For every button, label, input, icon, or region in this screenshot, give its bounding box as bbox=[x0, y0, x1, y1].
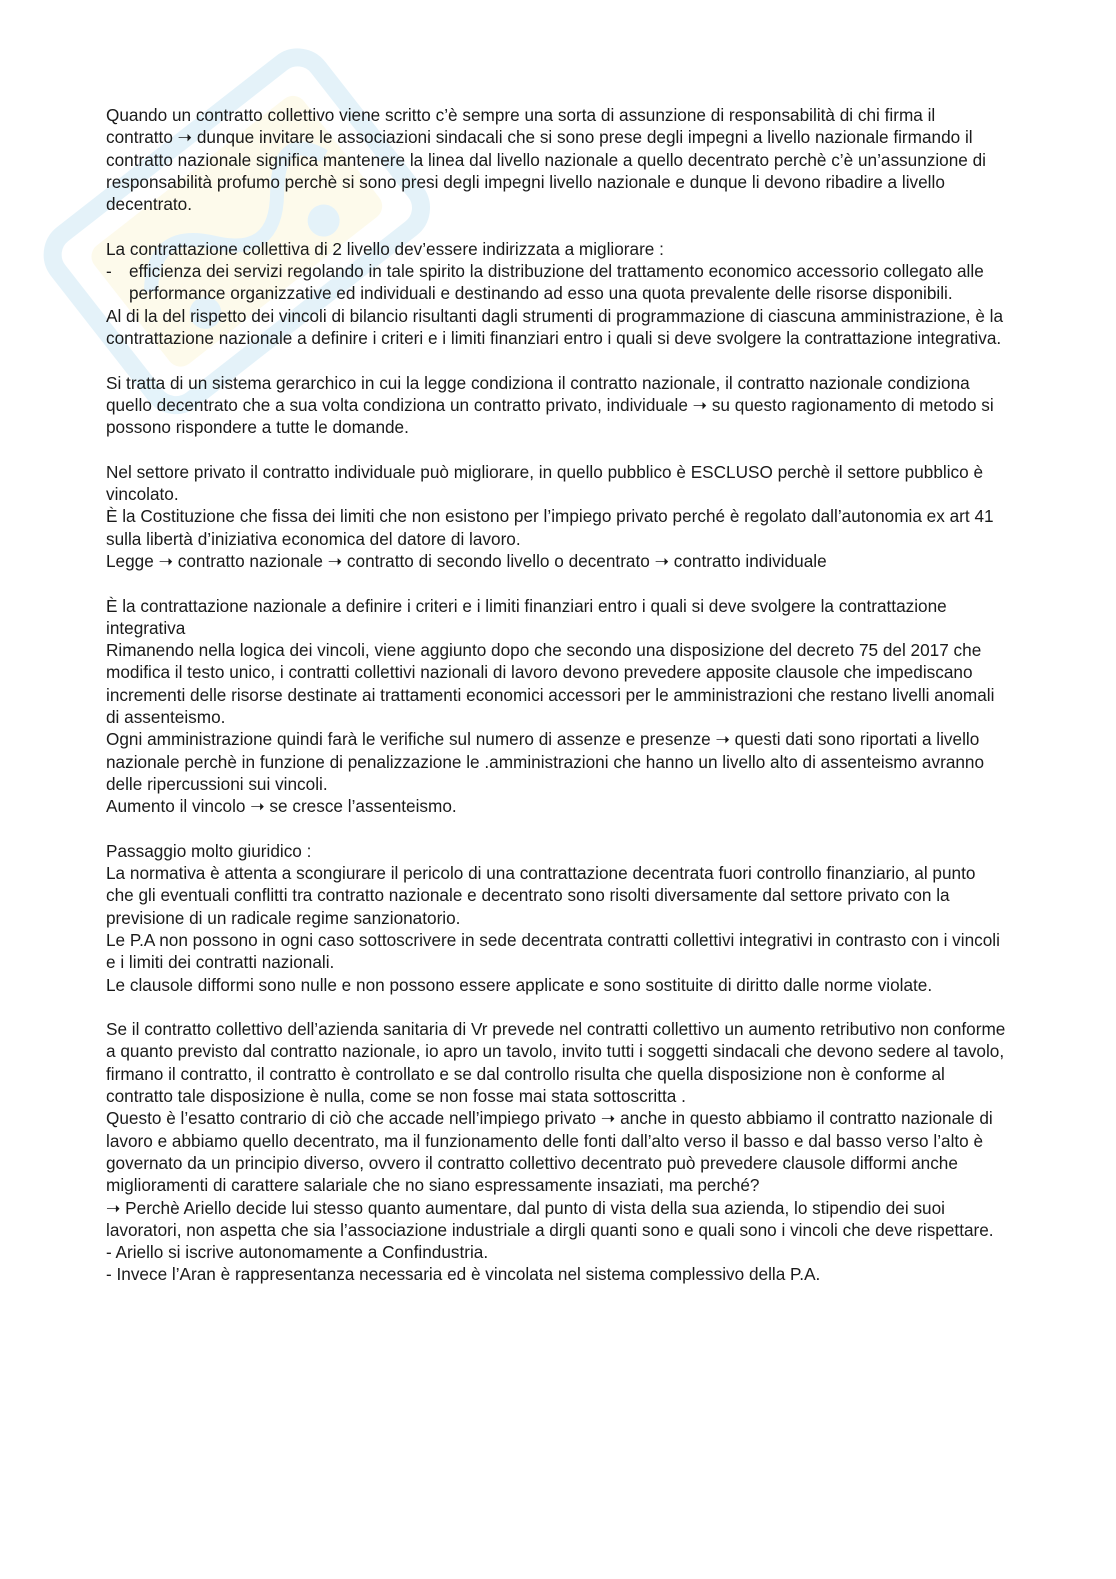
paragraph-7: Legge ➝ contratto nazionale ➝ contratto di secondo livello o decentrato ➝ contratto individuale bbox=[106, 550, 827, 571]
paragraph-2: La contrattazione collettiva di 2 livello dev’essere indirizzata a migliorare : bbox=[106, 238, 664, 259]
paragraph-4: Si tratta di un sistema gerarchico in cui la legge condiziona il contratto nazionale, il contratto nazionale condiziona quello decentrato che a sua volta condiziona un contratto privato, individuale ➝ su questo ragionamento di metodo si possono rispondere a tutte le domande. bbox=[106, 372, 994, 438]
paragraph-9: Rimanendo nella logica dei vincoli, viene aggiunto dopo che secondo una disposizione del decreto 75 del 2017 che modifica il testo unico, i contratti collettivi nazionali di lavoro devono prevedere apposite clausole che impediscano incrementi delle risorse destinate ai trattamenti economici accessori per le amministrazioni che restano livelli anomali di assenteismo. bbox=[106, 640, 995, 728]
bullet-dash: - bbox=[106, 261, 112, 282]
paragraph-20: - Invece l’Aran è rappresentanza necessaria ed è vincolata nel sistema complessivo della P.A. bbox=[106, 1264, 821, 1285]
paragraph-17: Questo è l’esatto contrario di ciò che accade nell’impiego privato ➝ anche in questo abbiamo il contratto nazionale di lavoro e abbiamo quello decentrato, ma il funzionamento delle fonti dall’alto verso il basso e dal basso verso l’alto è governato da un principio diverso, ovvero il contratto collettivo decentrato può prevedere clausole difformi anche miglioramenti di carattere salariale che no siano espressamente insaziati, ma perché? bbox=[106, 1108, 993, 1196]
paragraph-19: - Ariello si iscrive autonomamente a Confindustria. bbox=[106, 1242, 489, 1263]
paragraph-8: È la contrattazione nazionale a definire i criteri e i limiti finanziari entro i quali si deve svolgere la contrattazione integrativa bbox=[106, 595, 947, 638]
list-item-text: efficienza dei servizi regolando in tale spirito la distribuzione del trattamento economico accessorio collegato alle performance organizzative ed individuali e destinando ad esso una quota prevalente delle risorse disponibili. bbox=[129, 261, 984, 304]
paragraph-6: È la Costituzione che fissa dei limiti che non esistono per l’impiego privato perché è regolato dall’autonomia ex art 41 sulla libertà d’iniziativa economica del datore di lavoro. bbox=[106, 506, 994, 549]
paragraph-3: Al di la del rispetto dei vincoli di bilancio risultanti dagli strumenti di programmazione di ciascuna amministrazione, è la contrattazione nazionale a definire i criteri e i limiti finanziari entro i quali si deve svolgere la contrattazione integrativa. bbox=[106, 305, 1004, 348]
paragraph-1: Quando un contratto collettivo viene scritto c’è sempre una sorta di assunzione di responsabilità di chi firma il contratto ➝ dunque invitare le associazioni sindacali che si sono prese degli impegni a livello nazionale firmando il contratto nazionale significa mantenere la linea dal livello nazionale a quello decentrato perchè c’è un’assunzione di responsabilità profumo perchè si sono presi degli impegni livello nazionale e dunque li devono ribadire a livello decentrato. bbox=[106, 105, 986, 215]
paragraph-10: Ogni amministrazione quindi farà le verifiche sul numero di assenze e presenze ➝ questi dati sono riportati a livello nazionale perchè in funzione di penalizzazione le .amministrazioni che hanno un livello alto di assenteismo avranno delle ripercussioni sui vincoli. bbox=[106, 729, 985, 794]
document-body bbox=[106, 104, 1006, 1286]
paragraph-12: Passaggio molto giuridico : bbox=[106, 840, 312, 861]
paragraph-5: Nel settore privato il contratto individuale può migliorare, in quello pubblico è ESCLUSO perchè il settore pubblico è vincolato. bbox=[106, 461, 984, 505]
list-item bbox=[106, 260, 1006, 305]
paragraph-16: Se il contratto collettivo dell’azienda sanitaria di Vr prevede nel contratti collettivo un aumento retributivo non conforme a quanto previsto dal contratto nazionale, io apro un tavolo, invito tutti i soggetti sindacali che devono sedere al tavolo, firmano il contratto, il contratto è controllato e se dal controllo risulta che quella disposizione non è conforme al contratto tale disposizione è nulla, come se non fosse mai stata sottoscritta . bbox=[106, 1019, 1006, 1107]
bullet-list bbox=[106, 260, 1006, 305]
paragraph-14: Le P.A non possono in ogni caso sottoscrivere in sede decentrata contratti collettivi integrativi in contrasto con i vincoli e i limiti dei contratti nazionali. bbox=[106, 929, 1000, 973]
paragraph-13: La normativa è attenta a scongiurare il pericolo di una contrattazione decentrata fuori controllo finanziario, al punto che gli eventuali conflitti tra contratto nazionale e decentrato sono risolti diversamente dal settore privato con la previsione di un radicale regime sanzionatorio. bbox=[106, 863, 976, 928]
paragraph-11: Aumento il vincolo ➝ se cresce l’assenteismo. bbox=[106, 796, 457, 817]
paragraph-15: Le clausole difformi sono nulle e non possono essere applicate e sono sostituite di diritto dalle norme violate. bbox=[106, 974, 933, 995]
paragraph-18: ➝ Perchè Ariello decide lui stesso quanto aumentare, dal punto di vista della sua azienda, lo stipendio dei suoi lavoratori, non aspetta che sia l’associazione industriale a dirgli quanti sono e quali sono i vincoli che deve rispettare. bbox=[106, 1197, 994, 1240]
